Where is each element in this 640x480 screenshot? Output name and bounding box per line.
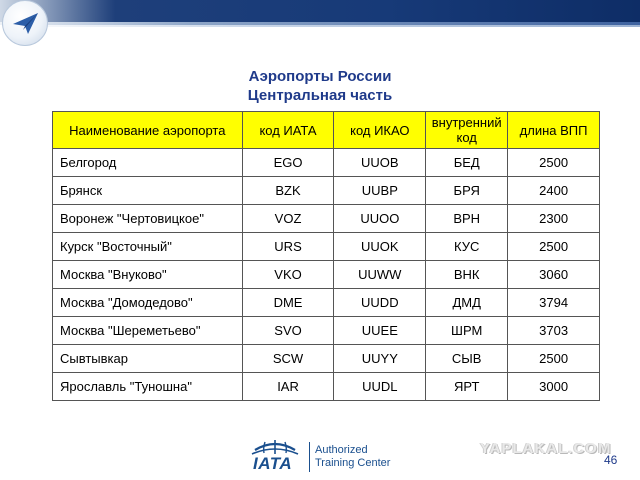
table-row [53, 289, 600, 317]
cell-internal-code: БЕД [426, 149, 508, 177]
slide-title: Аэропорты России [248, 68, 392, 85]
cell-icao-code: UUOO [334, 205, 426, 233]
logo-separator [309, 442, 310, 472]
table-row [53, 149, 600, 177]
cell-icao-code: UUYY [334, 345, 426, 373]
cell-icao-code: UUDL [334, 373, 426, 401]
cell-airport-name: Курск "Восточный" [53, 233, 243, 261]
table-row [53, 177, 600, 205]
cell-internal-code: КУС [426, 233, 508, 261]
cell-airport-name: Москва "Внуково" [53, 261, 243, 289]
cell-iata-code: BZK [242, 177, 334, 205]
cell-runway-length: 2300 [508, 205, 600, 233]
cell-airport-name: Белгород [53, 149, 243, 177]
table-row [53, 261, 600, 289]
cell-iata-code: URS [242, 233, 334, 261]
page-number: 46 [604, 453, 618, 467]
cell-internal-code: ЯРТ [426, 373, 508, 401]
cell-icao-code: UUOB [334, 149, 426, 177]
cell-iata-code: IAR [242, 373, 334, 401]
cell-runway-length: 2400 [508, 177, 600, 205]
cell-iata-code: SVO [242, 317, 334, 345]
header-icao-code: код ИКАО [334, 112, 426, 149]
table-row [53, 373, 600, 401]
cell-iata-code: EGO [242, 149, 334, 177]
cell-internal-code: ШРМ [426, 317, 508, 345]
cell-runway-length: 2500 [508, 233, 600, 261]
cell-icao-code: UUBP [334, 177, 426, 205]
cell-runway-length: 3060 [508, 261, 600, 289]
cell-iata-code: VKO [242, 261, 334, 289]
table-header-row [53, 112, 600, 149]
table-row [53, 345, 600, 373]
cell-airport-name: Воронеж "Чертовицкое" [53, 205, 243, 233]
paper-plane-icon [2, 0, 48, 46]
cell-airport-name: Ярославль "Туношна" [53, 373, 243, 401]
cell-internal-code: ВНК [426, 261, 508, 289]
cell-airport-name: Москва "Домодедово" [53, 289, 243, 317]
cell-airport-name: Москва "Шереметьево" [53, 317, 243, 345]
cell-runway-length: 3000 [508, 373, 600, 401]
slide-header [0, 0, 640, 44]
slide-subtitle: Центральная часть [247, 87, 393, 104]
header-runway-length: длина ВПП [508, 112, 600, 149]
airports-table [52, 111, 600, 401]
cell-internal-code: СЫВ [426, 345, 508, 373]
cell-icao-code: UUOK [334, 233, 426, 261]
table-row [53, 317, 600, 345]
cell-icao-code: UUEE [334, 317, 426, 345]
cell-runway-length: 2500 [508, 345, 600, 373]
cell-internal-code: ДМД [426, 289, 508, 317]
table-row [53, 205, 600, 233]
cell-internal-code: БРЯ [426, 177, 508, 205]
header-iata-code: код ИАТА [242, 112, 334, 149]
cell-iata-code: SCW [242, 345, 334, 373]
cell-runway-length: 3703 [508, 317, 600, 345]
table-row [53, 233, 600, 261]
cell-airport-name: Сывтывкар [53, 345, 243, 373]
cell-airport-name: Брянск [53, 177, 243, 205]
header-airport-name: Наименование аэропорта [53, 112, 243, 149]
authorized-training-center [315, 444, 390, 470]
cell-iata-code: DME [242, 289, 334, 317]
cell-icao-code: UUDD [334, 289, 426, 317]
iata-logo-text: IATA [253, 454, 293, 473]
watermark: YAPLAKAL.COM [480, 440, 612, 457]
tagline-line1: Authorized [315, 444, 368, 456]
cell-icao-code: UUWW [334, 261, 426, 289]
cell-internal-code: ВРН [426, 205, 508, 233]
header-internal-code: внутренний код [426, 112, 508, 149]
cell-runway-length: 3794 [508, 289, 600, 317]
header-bar [0, 0, 640, 22]
cell-runway-length: 2500 [508, 149, 600, 177]
header-stripe-light [0, 25, 640, 27]
cell-iata-code: VOZ [242, 205, 334, 233]
tagline-line2: Training Center [315, 457, 391, 469]
